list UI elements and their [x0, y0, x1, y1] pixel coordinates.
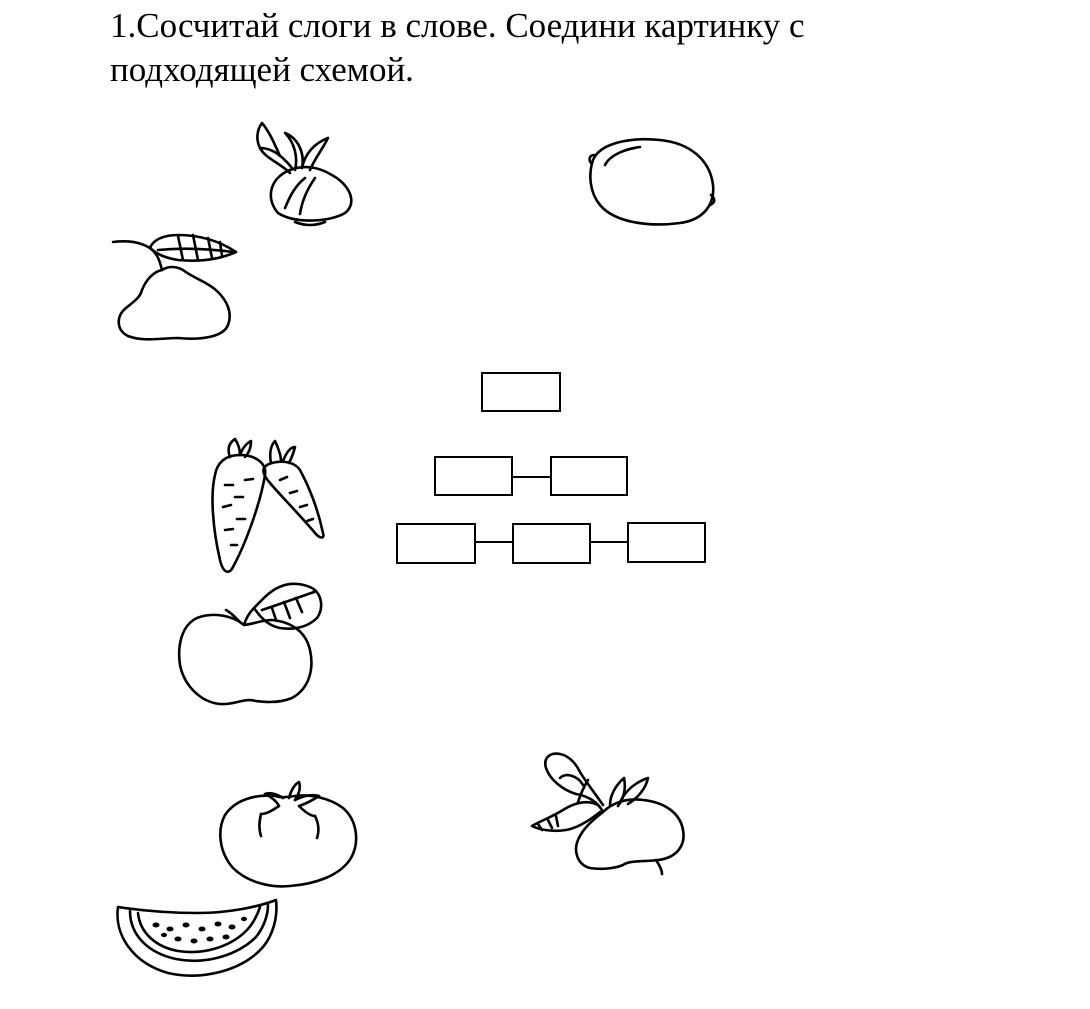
syllable-connector — [476, 541, 512, 543]
onion-icon[interactable] — [250, 118, 360, 228]
beet-icon[interactable] — [528, 750, 688, 875]
syllable-box[interactable] — [512, 523, 591, 564]
carrots-icon[interactable] — [205, 435, 330, 580]
syllable-connector — [591, 541, 627, 543]
syllable-box[interactable] — [396, 523, 476, 564]
syllable-box[interactable] — [550, 456, 628, 496]
task-text — [110, 4, 1010, 92]
lemon-icon[interactable] — [585, 135, 720, 230]
tomato-icon[interactable] — [215, 780, 360, 890]
syllable-box[interactable] — [627, 522, 706, 563]
syllable-box[interactable] — [434, 456, 513, 496]
apple-icon[interactable] — [172, 580, 332, 710]
task-line-2: подходящей схемой. — [110, 50, 414, 89]
syllable-box[interactable] — [481, 372, 561, 412]
watermelon-slice-icon[interactable] — [108, 895, 283, 985]
task-line-1: 1.Сосчитай слоги в слове. Соедини картинку с — [110, 6, 805, 45]
pear-icon[interactable] — [108, 230, 243, 345]
syllable-connector — [513, 476, 550, 478]
